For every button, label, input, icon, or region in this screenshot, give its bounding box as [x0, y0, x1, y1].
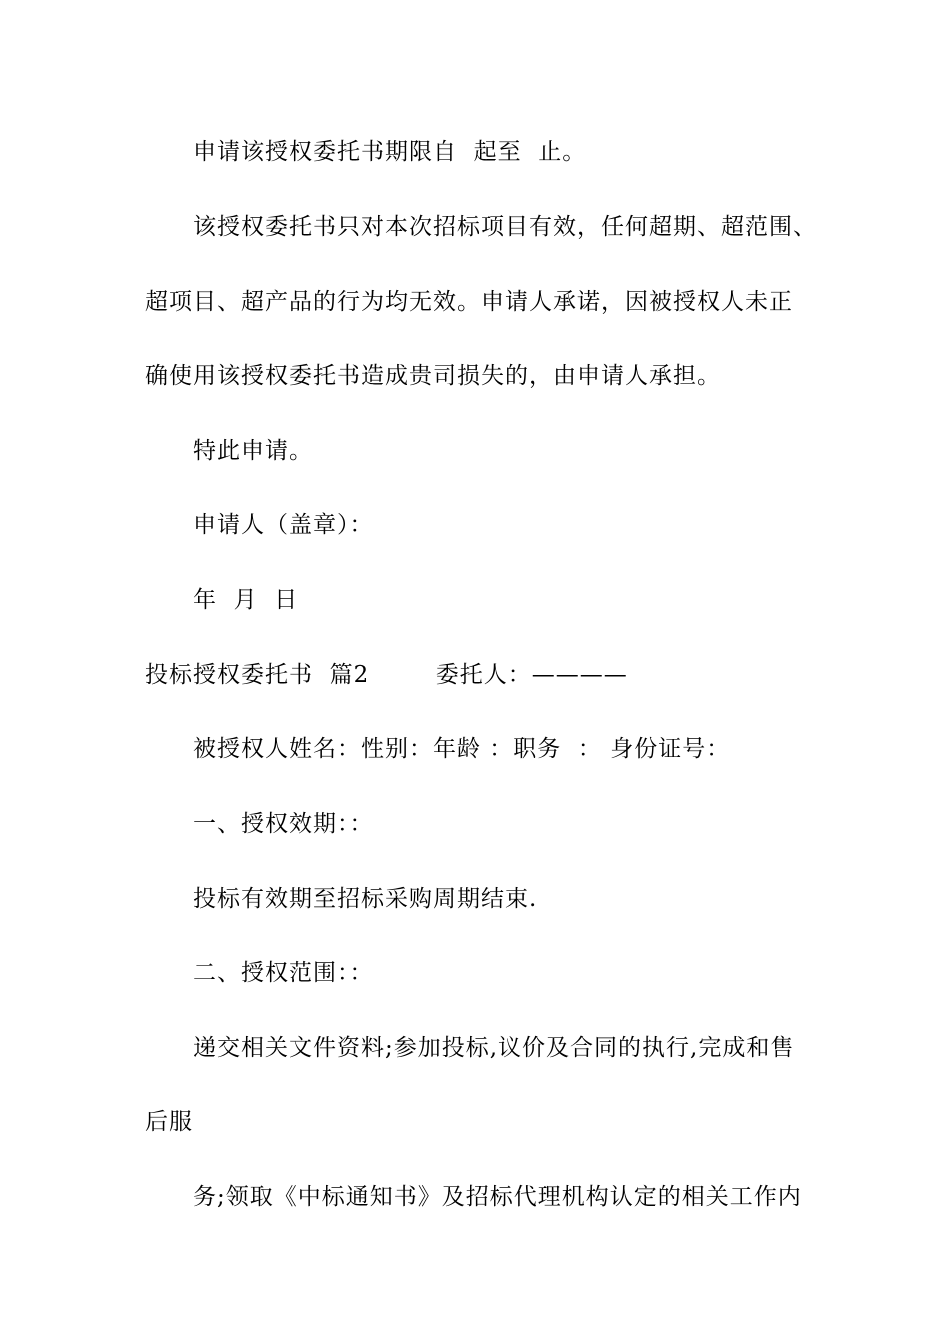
authorization-scope-line-1: 递交相关文件资料;参加投标,议价及合同的执行,完成和售: [193, 1035, 795, 1061]
authorization-scope-heading: 二、授权范围：：: [193, 960, 374, 986]
authorization-period-heading: 一、授权效期：：: [193, 811, 374, 837]
section-heading-principal: 投标授权委托书 篇2 委托人：————: [145, 662, 628, 688]
authorization-period-text: 投标有效期至招标采购周期结束.: [193, 886, 538, 912]
body-paragraph-line-1: 该授权委托书只对本次招标项目有效，任何超期、超范围、: [193, 214, 817, 240]
authorization-scope-line-3: 务;领取《中标通知书》及招标代理机构认定的相关工作内: [193, 1184, 802, 1210]
body-paragraph-line-2: 超项目、超产品的行为均无效。申请人承诺，因被授权人未正: [145, 289, 793, 315]
applicant-seal-line: 申请人（盖章）：: [193, 512, 374, 538]
date-line: 年 月 日: [193, 587, 299, 613]
body-paragraph-line-3: 确使用该授权委托书造成贵司损失的，由申请人承担。: [145, 363, 721, 389]
agent-info-line: 被授权人姓名：性别：年龄 ：职务 ： 身份证号：: [193, 736, 731, 762]
validity-period-line: 申请该授权委托书期限自 起至 止。: [193, 139, 587, 165]
authorization-scope-line-2: 后服: [145, 1109, 193, 1135]
closing-statement: 特此申请。: [193, 438, 313, 464]
